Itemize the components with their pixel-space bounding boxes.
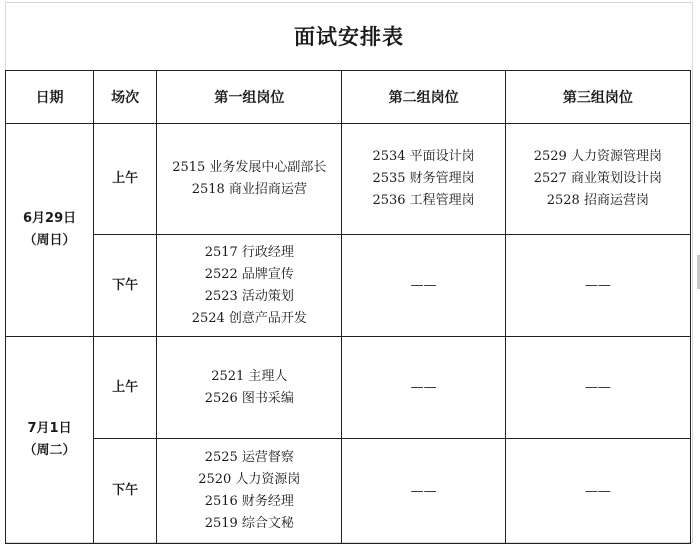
position-item: 2535 财务管理岗 [372, 171, 475, 186]
date-cell [6, 337, 94, 544]
header-group-2: 第二组岗位 [342, 71, 505, 124]
empty-dash: —— [505, 439, 690, 544]
header-session: 场次 [94, 71, 157, 124]
position-item: 2525 运营督察 [204, 450, 294, 465]
empty-dash: —— [342, 439, 505, 544]
page-title: 面试安排表 [294, 25, 404, 49]
session-cell: 上午 [94, 337, 157, 439]
position-item: 2515 业务发展中心副部长 [172, 160, 327, 175]
header-date: 日期 [6, 71, 94, 124]
position-item: 2534 平面设计岗 [372, 149, 475, 164]
weekday-label: （周日） [23, 233, 76, 248]
position-item: 2520 人力资源岗 [198, 472, 301, 487]
group-2-positions [342, 124, 505, 235]
group-1-positions [157, 235, 342, 337]
group-3-positions [505, 124, 690, 235]
position-item: 2528 招商运营岗 [546, 193, 649, 208]
position-item: 2521 主理人 [211, 368, 288, 384]
position-item: 2522 品牌宣传 [204, 266, 294, 282]
position-item: 2536 工程管理岗 [372, 193, 475, 208]
position-item: 2529 人力资源管理岗 [533, 149, 662, 164]
position-item: 2519 综合文秘 [204, 516, 294, 531]
empty-dash: —— [505, 235, 690, 337]
position-item: 2516 财务经理 [204, 494, 294, 509]
position-item: 2523 活动策划 [204, 288, 294, 304]
table-row [6, 124, 691, 235]
interview-schedule-table [5, 70, 691, 544]
session-cell: 下午 [94, 235, 157, 337]
position-item: 2518 商业招商运营 [191, 182, 307, 197]
table-header-row [6, 71, 691, 124]
session-cell: 下午 [94, 439, 157, 544]
table-row [6, 439, 691, 544]
date-cell [6, 124, 94, 337]
table-row [6, 337, 691, 439]
empty-dash: —— [505, 337, 690, 439]
group-1-positions [157, 439, 342, 544]
header-group-3: 第三组岗位 [505, 71, 690, 124]
position-item: 2517 行政经理 [204, 244, 294, 260]
weekday-label: （周二） [23, 443, 76, 458]
date-label: 7月1日 [27, 421, 72, 436]
empty-dash: —— [342, 235, 505, 337]
header-group-1: 第一组岗位 [157, 71, 342, 124]
position-item: 2524 创意产品开发 [191, 310, 307, 326]
empty-dash: —— [342, 337, 505, 439]
position-item: 2526 图书采编 [204, 390, 294, 406]
date-label: 6月29日 [22, 211, 77, 226]
position-item: 2527 商业策划设计岗 [533, 171, 662, 186]
group-1-positions [157, 124, 342, 235]
table-row [6, 235, 691, 337]
session-cell: 上午 [94, 124, 157, 235]
group-1-positions [157, 337, 342, 439]
